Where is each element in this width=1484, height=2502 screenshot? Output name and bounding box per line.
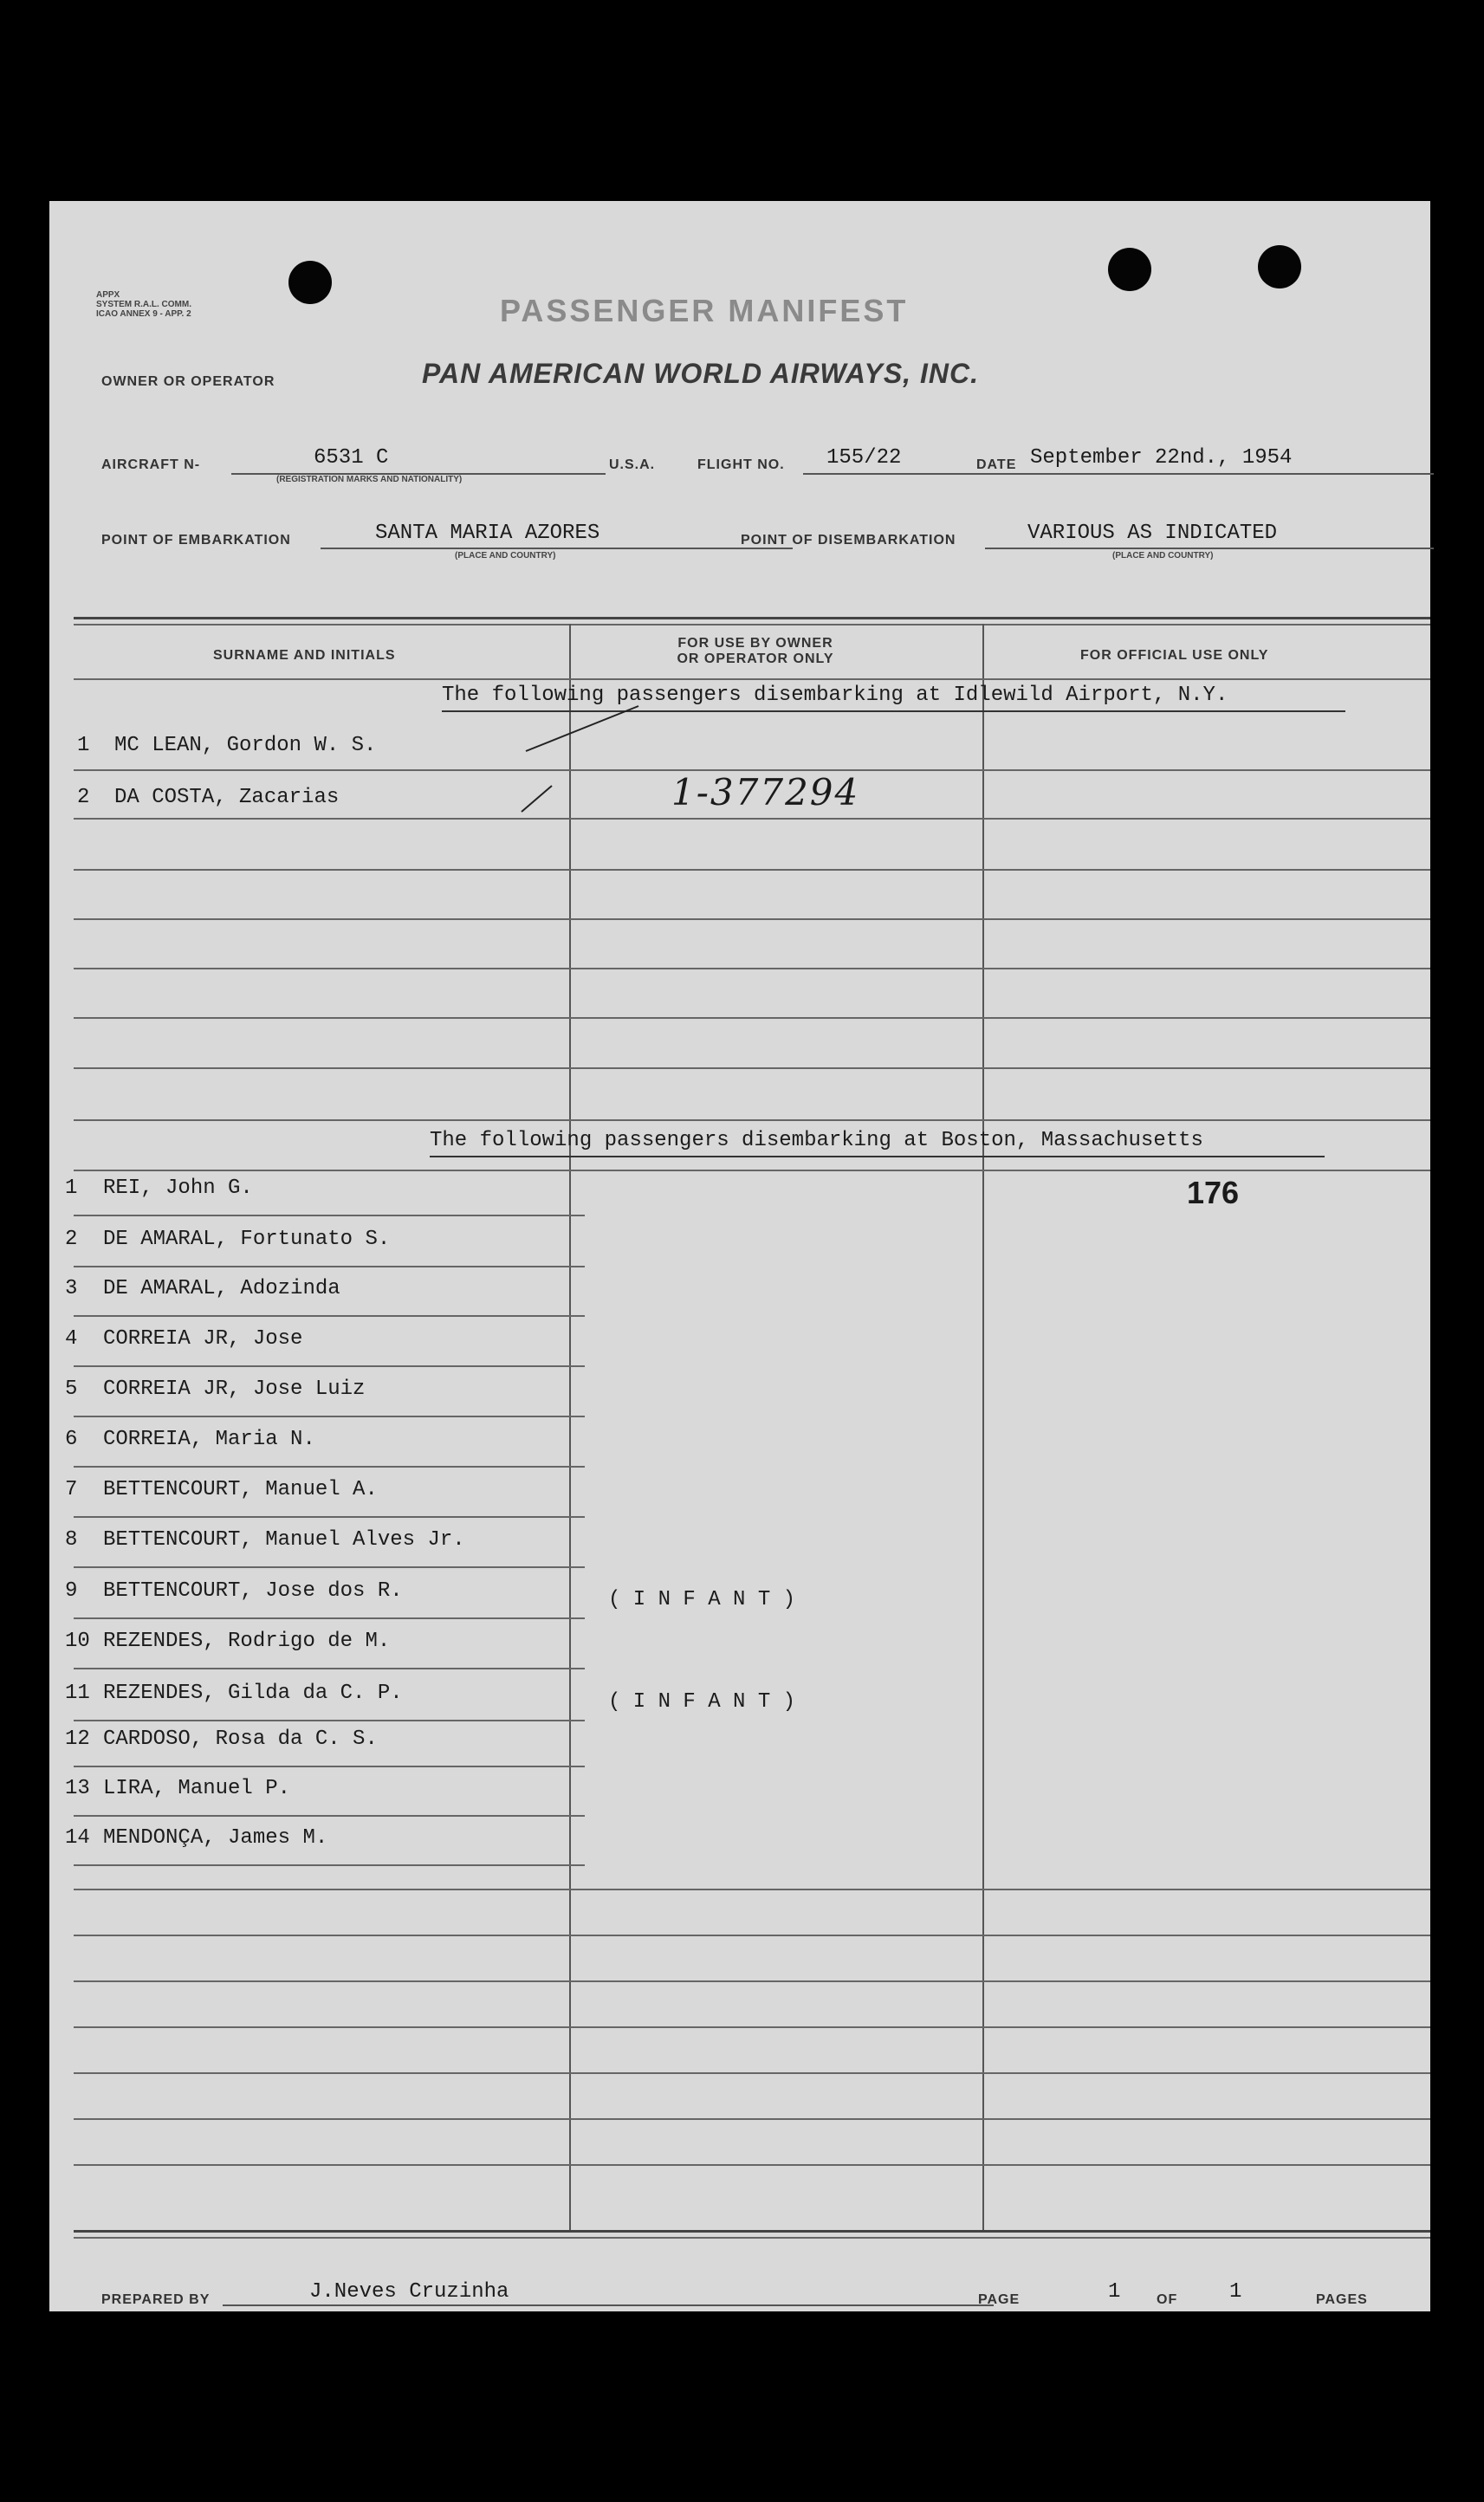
passenger-num: 5 [65, 1377, 78, 1401]
official-number: 176 [1187, 1175, 1240, 1210]
manifest-sheet [49, 201, 1430, 2311]
page-title: PASSENGER MANIFEST [500, 293, 909, 328]
passenger-num: 11 [65, 1682, 90, 1705]
passenger-name: CARDOSO, Rosa da C. S. [103, 1727, 378, 1751]
date-label: DATE [976, 457, 1017, 472]
passenger-num: 9 [65, 1579, 78, 1603]
aircraft-label: AIRCRAFT N- [101, 457, 201, 472]
aircraft-sub: (REGISTRATION MARKS AND NATIONALITY) [276, 475, 463, 484]
passenger-num: 12 [65, 1727, 90, 1751]
col-surname-header: SURNAME AND INITIALS [213, 648, 396, 663]
flight-label: FLIGHT NO. [697, 457, 785, 472]
total-pages: 1 [1229, 2280, 1242, 2304]
aircraft-value: 6531 C [314, 446, 389, 470]
prepared-label: PREPARED BY [101, 2292, 211, 2307]
passenger-num: 7 [65, 1478, 78, 1501]
passenger-num: 1 [77, 734, 90, 757]
prepared-by: J.Neves Cruzinha [309, 2280, 509, 2304]
embark-sub: (PLACE AND COUNTRY) [455, 551, 556, 561]
passenger-note: ( I N F A N T ) [608, 1588, 796, 1611]
passenger-name: CORREIA JR, Jose Luiz [103, 1377, 366, 1401]
of-label: OF [1157, 2292, 1178, 2307]
punch-hole [1258, 245, 1301, 288]
passenger-num: 4 [65, 1327, 78, 1351]
passenger-name: REI, John G. [103, 1176, 253, 1200]
passenger-name: BETTENCOURT, Manuel Alves Jr. [103, 1528, 465, 1552]
passenger-num: 2 [77, 786, 90, 809]
passenger-note: ( I N F A N T ) [608, 1690, 796, 1714]
embark-value: SANTA MARIA AZORES [375, 522, 600, 545]
handwritten-ticket-number: 1-377294 [671, 771, 860, 813]
pages-label: PAGES [1316, 2292, 1368, 2307]
form-reference: APPX SYSTEM R.A.L. COMM. ICAO ANNEX 9 - APP. 2 [96, 290, 191, 319]
passenger-num: 8 [65, 1528, 78, 1552]
flight-value: 155/22 [826, 446, 902, 470]
punch-hole [1108, 248, 1151, 291]
passenger-num: 1 [65, 1176, 78, 1200]
passenger-name: DA COSTA, Zacarias [114, 786, 340, 809]
disembark-value: VARIOUS AS INDICATED [1027, 522, 1278, 545]
section1-heading: The following passengers disembarking at Idlewild Airport, N.Y. [442, 684, 1228, 707]
passenger-name: LIRA, Manuel P. [103, 1777, 291, 1800]
disembark-label: POINT OF DISEMBARKATION [741, 533, 956, 548]
passenger-num: 3 [65, 1277, 78, 1300]
operator-stamp: PAN AMERICAN WORLD AIRWAYS, INC. [422, 358, 979, 389]
section2-heading: The following passengers disembarking at Boston, Massachusetts [430, 1129, 1203, 1152]
owner-label: OWNER OR OPERATOR [101, 374, 275, 389]
punch-hole [288, 261, 332, 304]
col-owner-header: FOR USE BY OWNER OR OPERATOR ONLY [677, 636, 834, 666]
passenger-num: 13 [65, 1777, 90, 1800]
nationality: U.S.A. [609, 457, 656, 472]
passenger-name: CORREIA, Maria N. [103, 1428, 315, 1451]
embark-label: POINT OF EMBARKATION [101, 533, 291, 548]
passenger-name: CORREIA JR, Jose [103, 1327, 303, 1351]
passenger-name: MC LEAN, Gordon W. S. [114, 734, 377, 757]
passenger-num: 10 [65, 1630, 90, 1653]
passenger-name: BETTENCOURT, Manuel A. [103, 1478, 378, 1501]
passenger-name: DE AMARAL, Adozinda [103, 1277, 340, 1300]
passenger-num: 14 [65, 1826, 90, 1850]
col-official-header: FOR OFFICIAL USE ONLY [1080, 648, 1269, 663]
disembark-sub: (PLACE AND COUNTRY) [1112, 551, 1214, 561]
date-value: September 22nd., 1954 [1030, 446, 1293, 470]
page-label: PAGE [978, 2292, 1021, 2307]
passenger-name: MENDONÇA, James M. [103, 1826, 328, 1850]
page-number: 1 [1108, 2280, 1121, 2304]
passenger-name: BETTENCOURT, Jose dos R. [103, 1579, 403, 1603]
passenger-num: 2 [65, 1228, 78, 1251]
passenger-name: DE AMARAL, Fortunato S. [103, 1228, 391, 1251]
passenger-num: 6 [65, 1428, 78, 1451]
passenger-name: REZENDES, Rodrigo de M. [103, 1630, 391, 1653]
passenger-name: REZENDES, Gilda da C. P. [103, 1682, 403, 1705]
